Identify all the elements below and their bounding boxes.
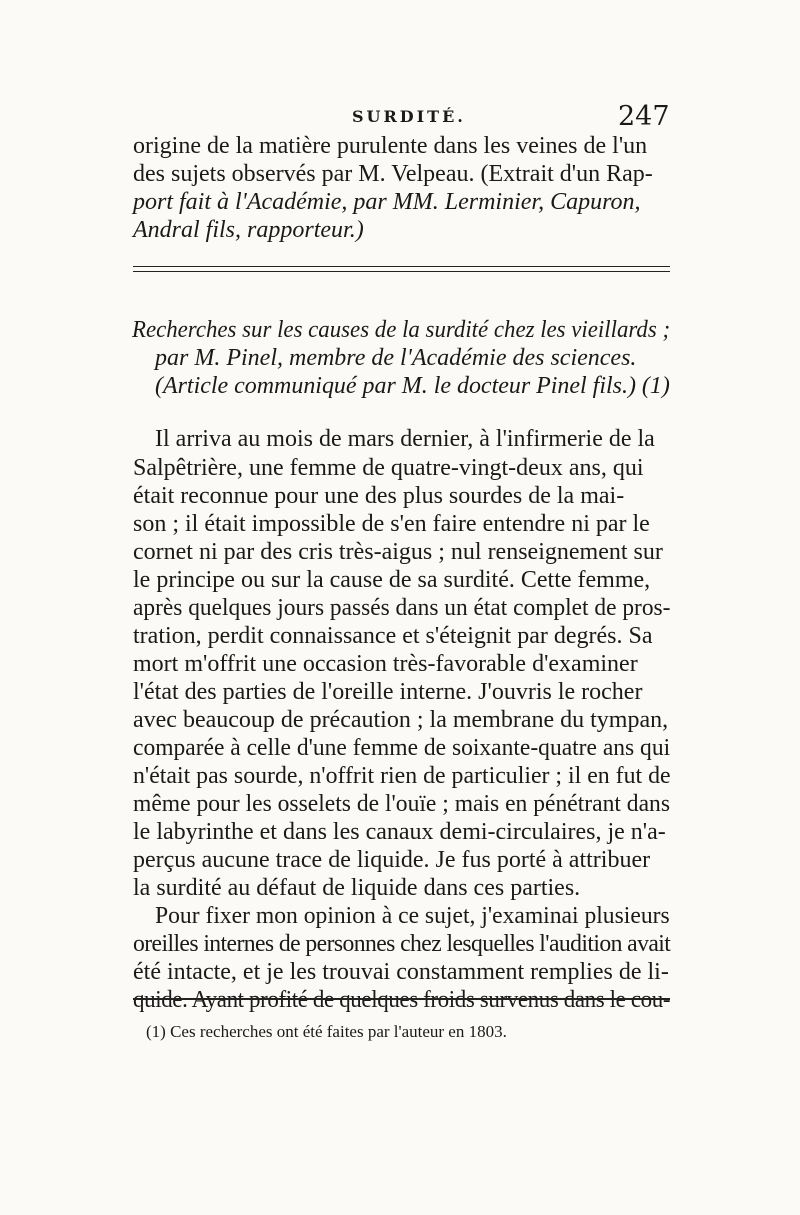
text-line: des sujets observés par M. Velpeau. (Extrait d'un Rap- xyxy=(133,161,653,187)
text-line: Andral fils, rapporteur.) xyxy=(133,217,364,243)
text-line: n'était pas sourde, n'offrit rien de particulier ; il en fut de xyxy=(133,763,671,789)
text-line: cornet ni par des cris très-aigus ; nul renseignement sur xyxy=(133,539,663,565)
text-line: après quelques jours passés dans un état complet de pros- xyxy=(133,595,671,621)
footnote-rule xyxy=(133,998,670,1000)
text-line: avec beaucoup de précaution ; la membrane du tympan, xyxy=(133,707,669,733)
title-line: par M. Pinel, membre de l'Académie des sciences. xyxy=(155,345,637,371)
text-line: tration, perdit connaissance et s'éteignit par degrés. Sa xyxy=(133,623,653,649)
section-separator xyxy=(133,266,670,267)
text-line: quide. Ayant profité de quelques froids survenus dans le cou- xyxy=(133,987,671,1013)
text-line: mort m'offrit une occasion très-favorable d'examiner xyxy=(133,651,638,677)
title-line: Recherches sur les causes de la surdité chez les vieillards ; xyxy=(132,317,671,343)
text-line: le principe ou sur la cause de sa surdité. Cette femme, xyxy=(133,567,651,593)
text-line: Pour fixer mon opinion à ce sujet, j'examinai plusieurs xyxy=(155,903,670,929)
text-line: origine de la matière purulente dans les veines de l'un xyxy=(133,133,648,159)
text-line: été intacte, et je les trouvai constamment remplies de li- xyxy=(133,959,669,985)
text-line: était reconnue pour une des plus sourdes de la mai- xyxy=(133,483,625,509)
title-line: (Article communiqué par M. le docteur Pinel fils.) (1) xyxy=(155,373,670,399)
text-line: la surdité au défaut de liquide dans ces parties. xyxy=(133,875,581,901)
text-line: comparée à celle d'une femme de soixante-quatre ans qui xyxy=(133,735,671,761)
text-line: même pour les osselets de l'ouïe ; mais en pénétrant dans xyxy=(133,791,671,817)
running-title: SURDITÉ. xyxy=(352,107,466,126)
running-head xyxy=(0,103,800,133)
text-line: perçus aucune trace de liquide. Je fus porté à attribuer xyxy=(133,847,651,873)
page-number: 247 xyxy=(618,101,670,132)
text-line: port fait à l'Académie, par MM. Lerminier, Capuron, xyxy=(133,189,641,215)
text-line: Salpêtrière, une femme de quatre-vingt-deux ans, qui xyxy=(133,455,644,481)
footnote: (1) Ces recherches ont été faites par l'auteur en 1803. xyxy=(146,1022,507,1041)
text-line: l'état des parties de l'oreille interne. J'ouvris le rocher xyxy=(133,679,643,705)
text-line: son ; il était impossible de s'en faire entendre ni par le xyxy=(133,511,650,537)
text-line: Il arriva au mois de mars dernier, à l'infirmerie de la xyxy=(155,426,655,452)
text-line: le labyrinthe et dans les canaux demi-circulaires, je n'a- xyxy=(133,819,666,845)
text-line: oreilles internes de personnes chez lesquelles l'audition avait xyxy=(133,931,671,957)
